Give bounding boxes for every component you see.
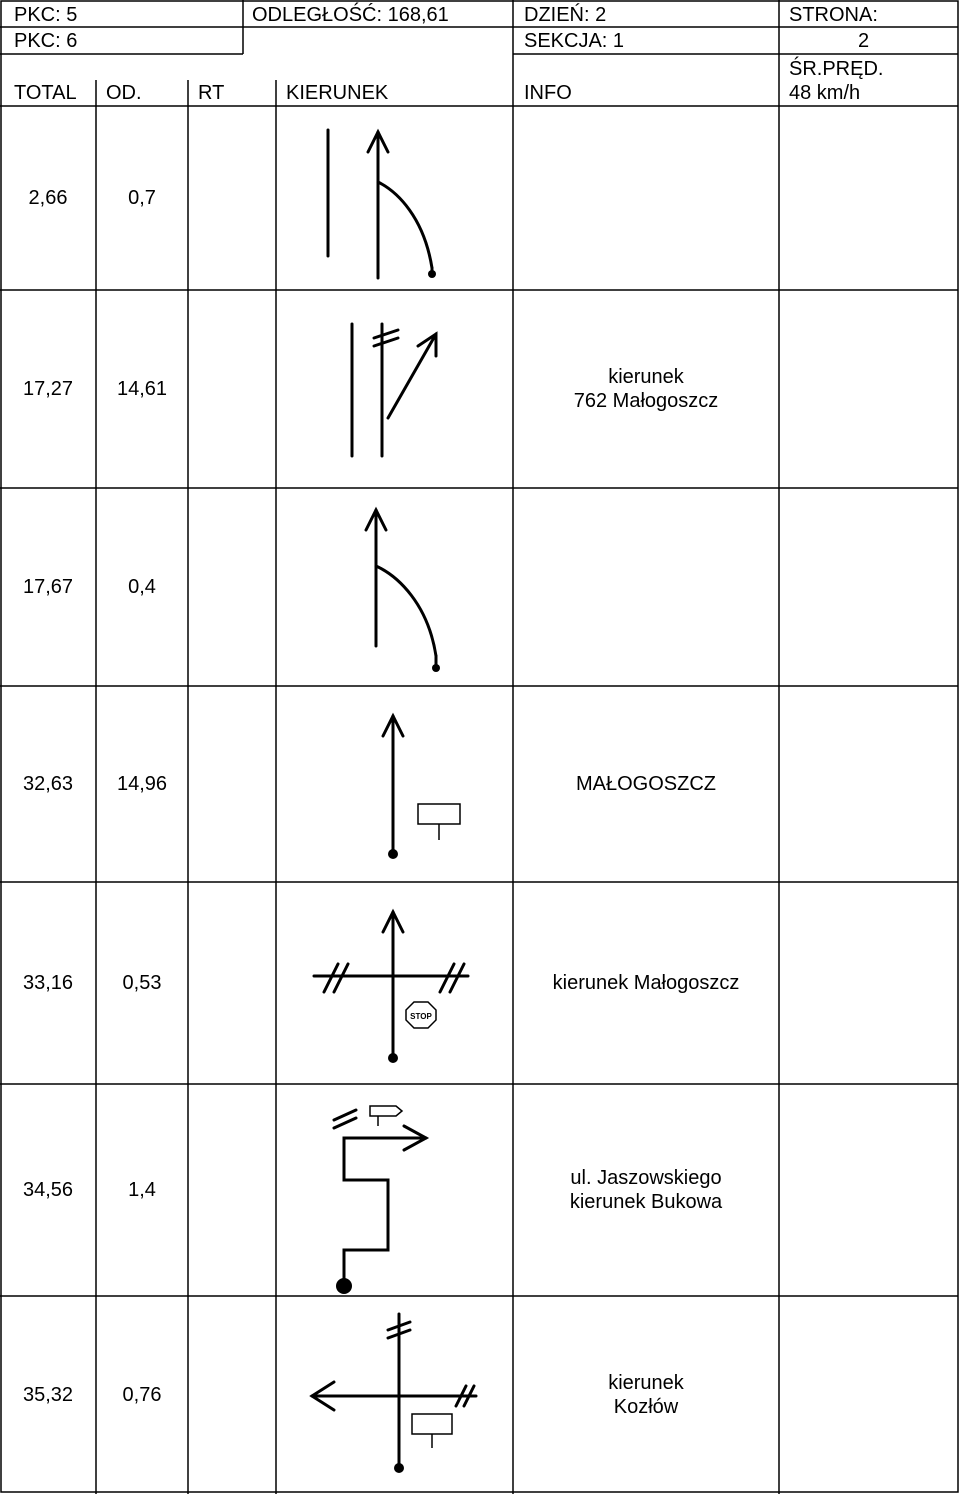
direction-sign-icon — [370, 1106, 402, 1126]
table-row — [0, 1084, 960, 1296]
pkc-end: PKC: 6 — [14, 30, 78, 52]
page-number: 2 — [858, 30, 870, 52]
total-distance: 35,32 — [22, 1384, 74, 1406]
info-line: ul. Jaszowskiego — [570, 1167, 722, 1189]
table-row — [0, 106, 960, 290]
crossroad-stop-icon — [0, 882, 960, 1084]
straight-sign-icon — [0, 686, 960, 882]
fork-left-straight-icon — [0, 488, 960, 686]
col-direction-header: KIERUNEK — [286, 82, 389, 104]
partial-distance: 1,4 — [128, 1179, 156, 1201]
table-row — [0, 290, 960, 488]
fork-left-straight-icon — [0, 106, 960, 290]
distance-label: ODLEGŁOŚĆ: 168,61 — [252, 4, 449, 26]
info-line: kierunek — [608, 1372, 684, 1394]
info-line: kierunek — [608, 366, 684, 388]
page-label: STRONA: — [789, 4, 878, 26]
road-sign-icon — [412, 1414, 452, 1448]
stop-sign-icon — [406, 1002, 436, 1028]
partial-distance: 0,7 — [128, 187, 156, 209]
info-line: Kozłów — [613, 1396, 679, 1418]
info-line: kierunek Bukowa — [569, 1191, 723, 1213]
total-distance: 33,16 — [22, 972, 74, 994]
table-row — [0, 488, 960, 686]
partial-distance: 0,4 — [128, 576, 156, 598]
partial-distance: 14,61 — [116, 378, 168, 400]
info-line: 762 Małogoszcz — [573, 390, 719, 412]
col-total-header: TOTAL — [14, 82, 77, 104]
section-label: SEKCJA: 1 — [524, 30, 625, 52]
total-distance: 32,63 — [22, 773, 74, 795]
avg-speed-label: ŚR.PRĘD. — [789, 58, 884, 80]
zigzag-right-icon — [0, 1084, 960, 1296]
table-row — [0, 882, 960, 1084]
lane-right-turn-icon — [0, 290, 960, 488]
col-rt-header: RT — [198, 82, 225, 104]
roadbook-header — [0, 0, 960, 106]
crossroad-left-icon — [0, 1296, 960, 1494]
col-od-header: OD. — [106, 82, 142, 104]
partial-distance: 0,76 — [122, 1384, 162, 1406]
info-line: MAŁOGOSZCZ — [575, 773, 716, 795]
partial-distance: 14,96 — [116, 773, 168, 795]
partial-distance: 0,53 — [122, 972, 162, 994]
avg-speed-value: 48 km/h — [789, 82, 861, 104]
total-distance: 17,27 — [22, 378, 74, 400]
stop-sign-text: STOP — [410, 1012, 432, 1021]
road-sign-icon — [418, 804, 460, 840]
total-distance: 34,56 — [22, 1179, 74, 1201]
col-info-header: INFO — [524, 82, 572, 104]
table-row — [0, 686, 960, 882]
info-line: kierunek Małogoszcz — [552, 972, 740, 994]
total-distance: 17,67 — [22, 576, 74, 598]
total-distance: 2,66 — [28, 187, 68, 209]
table-row — [0, 1296, 960, 1494]
pkc-start: PKC: 5 — [14, 4, 78, 26]
day-label: DZIEŃ: 2 — [524, 4, 607, 26]
